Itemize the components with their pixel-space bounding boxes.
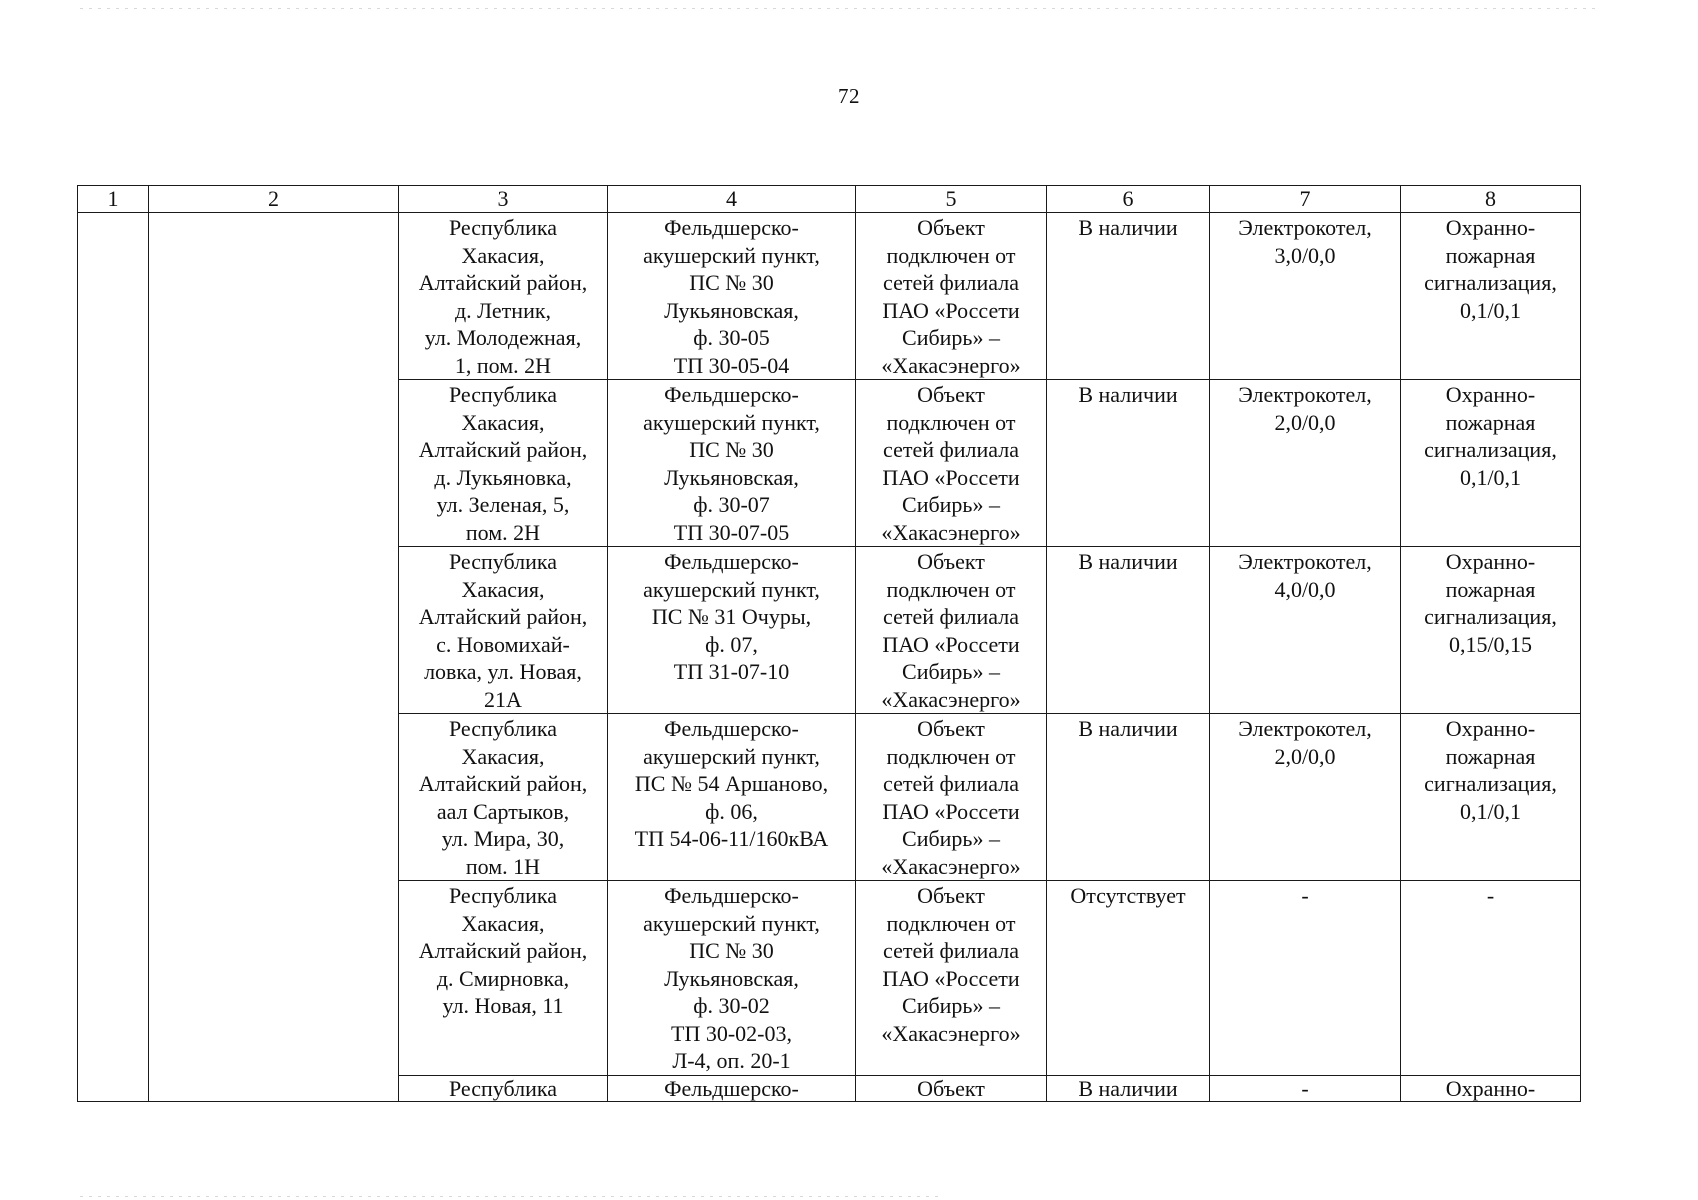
- column-number: 2: [149, 186, 399, 213]
- heating-cell: -: [1210, 881, 1401, 1076]
- address-cell: Республика Хакасия, Алтайский район, с. Новомихай- ловка, ул. Новая, 21А: [399, 547, 608, 714]
- table-row: [78, 213, 1581, 380]
- scan-noise-bottom: [80, 1196, 940, 1197]
- address-cell: Республика Хакасия, Алтайский район, д. Смирновка, ул. Новая, 11: [399, 881, 608, 1076]
- security-cell: Охранно- пожарная сигнализация, 0,15/0,15: [1401, 547, 1581, 714]
- object-cell: Фельдшерско- акушерский пункт, ПС № 30 Лукьяновская, ф. 30-07 ТП 30-07-05: [608, 380, 856, 547]
- connection-cell: Объект подключен от сетей филиала ПАО «Россети Сибирь» – «Хакасэнерго»: [856, 714, 1047, 881]
- object-cell: Фельдшерско-: [608, 1076, 856, 1102]
- availability-cell: В наличии: [1047, 380, 1210, 547]
- empty-cell-col-2: [149, 213, 399, 1102]
- address-cell: Республика Хакасия, Алтайский район, д. Лукьяновка, ул. Зеленая, 5, пом. 2Н: [399, 380, 608, 547]
- security-cell: -: [1401, 881, 1581, 1076]
- page-number: 72: [838, 84, 860, 108]
- column-number: 5: [856, 186, 1047, 213]
- security-cell: Охранно- пожарная сигнализация, 0,1/0,1: [1401, 213, 1581, 380]
- security-cell: Охранно- пожарная сигнализация, 0,1/0,1: [1401, 714, 1581, 881]
- column-number: 7: [1210, 186, 1401, 213]
- scan-noise-top: [80, 8, 1600, 9]
- heating-cell: Электрокотел, 2,0/0,0: [1210, 714, 1401, 881]
- availability-cell: В наличии: [1047, 547, 1210, 714]
- column-number: 6: [1047, 186, 1210, 213]
- connection-cell: Объект подключен от сетей филиала ПАО «Россети Сибирь» – «Хакасэнерго»: [856, 380, 1047, 547]
- column-number: 1: [78, 186, 149, 213]
- column-number: 4: [608, 186, 856, 213]
- connection-cell: Объект подключен от сетей филиала ПАО «Россети Сибирь» – «Хакасэнерго»: [856, 213, 1047, 380]
- object-cell: Фельдшерско- акушерский пункт, ПС № 54 Аршаново, ф. 06, ТП 54-06-11/160кВА: [608, 714, 856, 881]
- heating-cell: Электрокотел, 2,0/0,0: [1210, 380, 1401, 547]
- address-cell: Республика Хакасия, Алтайский район, д. Летник, ул. Молодежная, 1, пом. 2Н: [399, 213, 608, 380]
- heating-cell: Электрокотел, 4,0/0,0: [1210, 547, 1401, 714]
- connection-cell: Объект подключен от сетей филиала ПАО «Россети Сибирь» – «Хакасэнерго»: [856, 547, 1047, 714]
- availability-cell: В наличии: [1047, 714, 1210, 881]
- column-number: 3: [399, 186, 608, 213]
- empty-cell-col-1: [78, 213, 149, 1102]
- column-number: 8: [1401, 186, 1581, 213]
- availability-cell: Отсутствует: [1047, 881, 1210, 1076]
- security-cell: Охранно-: [1401, 1076, 1581, 1102]
- security-cell: Охранно- пожарная сигнализация, 0,1/0,1: [1401, 380, 1581, 547]
- document-table: [77, 185, 1581, 1102]
- heating-cell: Электрокотел, 3,0/0,0: [1210, 213, 1401, 380]
- object-cell: Фельдшерско- акушерский пункт, ПС № 31 Очуры, ф. 07, ТП 31-07-10: [608, 547, 856, 714]
- availability-cell: В наличии: [1047, 213, 1210, 380]
- object-cell: Фельдшерско- акушерский пункт, ПС № 30 Лукьяновская, ф. 30-05 ТП 30-05-04: [608, 213, 856, 380]
- connection-cell: Объект: [856, 1076, 1047, 1102]
- object-cell: Фельдшерско- акушерский пункт, ПС № 30 Лукьяновская, ф. 30-02 ТП 30-02-03, Л-4, оп. 20-1: [608, 881, 856, 1076]
- heating-cell: -: [1210, 1076, 1401, 1102]
- address-cell: Республика: [399, 1076, 608, 1102]
- connection-cell: Объект подключен от сетей филиала ПАО «Россети Сибирь» – «Хакасэнерго»: [856, 881, 1047, 1076]
- header-row: [78, 186, 1581, 213]
- availability-cell: В наличии: [1047, 1076, 1210, 1102]
- address-cell: Республика Хакасия, Алтайский район, аал Сартыков, ул. Мира, 30, пом. 1Н: [399, 714, 608, 881]
